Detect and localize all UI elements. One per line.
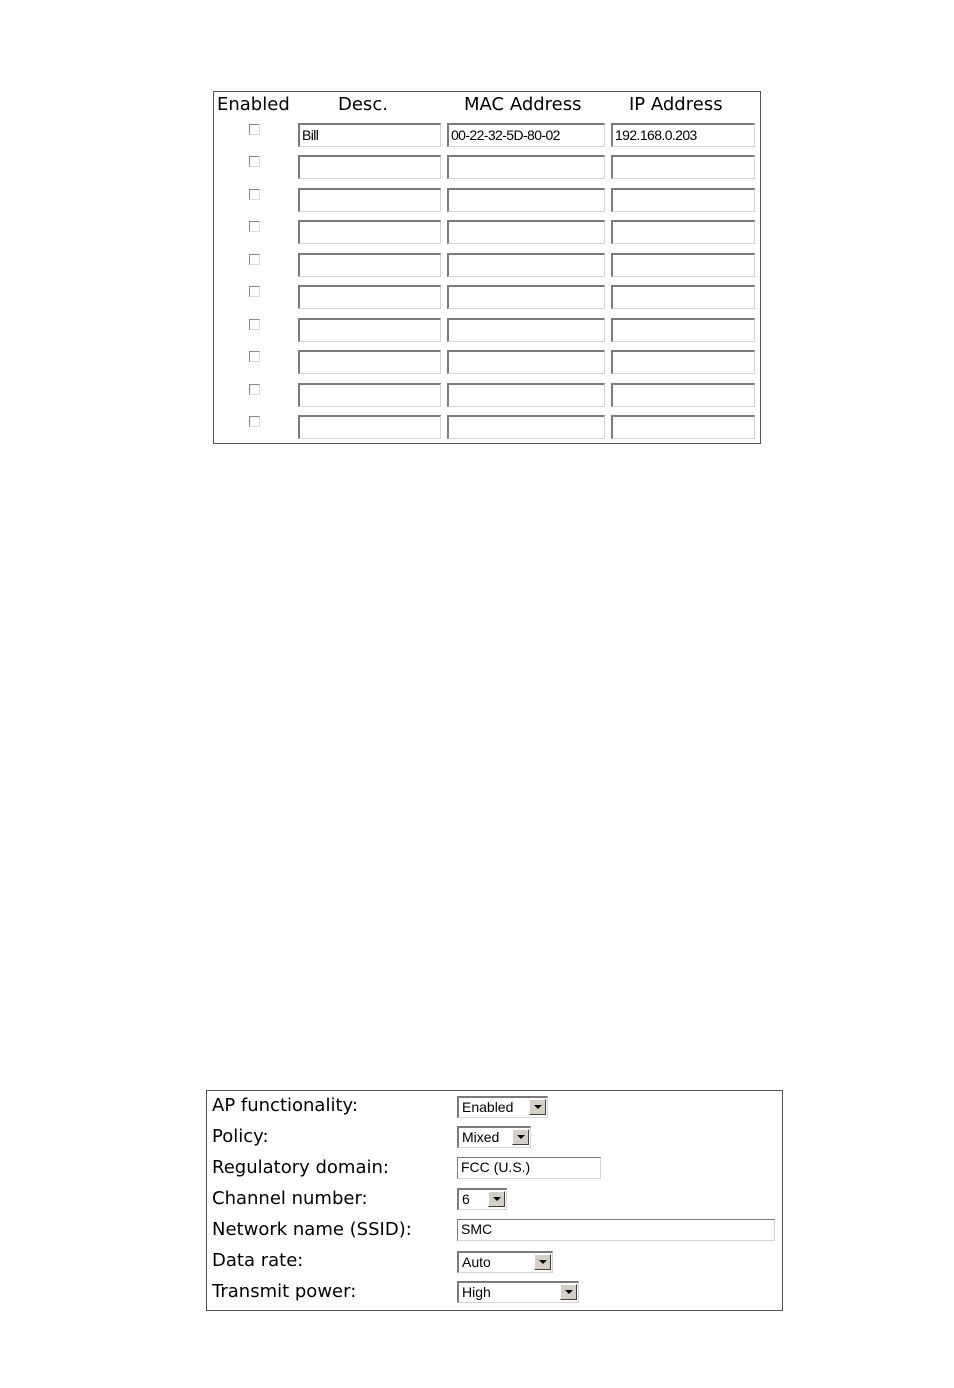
enabled-checkbox[interactable] bbox=[249, 254, 260, 265]
chevron-down-icon[interactable] bbox=[534, 1254, 551, 1270]
desc-field[interactable]: Bill bbox=[298, 123, 441, 147]
policy-label: Policy: bbox=[212, 1126, 269, 1147]
table-row bbox=[214, 285, 760, 318]
mac-address-field[interactable] bbox=[447, 285, 605, 309]
table-row bbox=[214, 220, 760, 253]
ip-column-header: IP Address bbox=[629, 94, 723, 115]
mac-address-field[interactable] bbox=[447, 220, 605, 244]
ip-address-field[interactable] bbox=[611, 155, 755, 179]
table-row bbox=[214, 415, 760, 448]
data-rate-value: Auto bbox=[462, 1254, 491, 1270]
channel-number-select[interactable] bbox=[457, 1188, 507, 1210]
desc-column-header: Desc. bbox=[338, 94, 388, 115]
ip-address-field[interactable] bbox=[611, 188, 755, 212]
enabled-checkbox[interactable] bbox=[249, 286, 260, 297]
enabled-column-header: Enabled bbox=[217, 94, 290, 115]
mac-address-field[interactable] bbox=[447, 383, 605, 407]
ip-address-field[interactable] bbox=[611, 285, 755, 309]
desc-field[interactable] bbox=[298, 253, 441, 277]
ip-address-field[interactable]: 192.168.0.203 bbox=[611, 123, 755, 147]
table-row bbox=[214, 383, 760, 416]
channel-number-value: 6 bbox=[462, 1191, 470, 1207]
table-row bbox=[214, 253, 760, 286]
transmit-power-select[interactable] bbox=[457, 1281, 579, 1303]
policy-select[interactable] bbox=[457, 1126, 531, 1148]
chevron-down-icon[interactable] bbox=[529, 1099, 546, 1115]
mac-address-field[interactable] bbox=[447, 155, 605, 179]
chevron-down-icon[interactable] bbox=[560, 1284, 577, 1300]
enabled-checkbox[interactable] bbox=[249, 384, 260, 395]
enabled-checkbox[interactable] bbox=[249, 156, 260, 167]
ip-address-field[interactable] bbox=[611, 350, 755, 374]
desc-field[interactable] bbox=[298, 220, 441, 244]
desc-field[interactable] bbox=[298, 318, 441, 342]
ap-functionality-label: AP functionality: bbox=[212, 1095, 358, 1116]
mac-address-field[interactable] bbox=[447, 188, 605, 212]
ap-functionality-select[interactable] bbox=[457, 1096, 548, 1118]
regulatory-domain-label: Regulatory domain: bbox=[212, 1157, 389, 1178]
table-row bbox=[214, 318, 760, 351]
desc-field[interactable] bbox=[298, 285, 441, 309]
regulatory-domain-field: FCC (U.S.) bbox=[457, 1157, 601, 1179]
mac-address-table bbox=[213, 91, 761, 444]
desc-field[interactable] bbox=[298, 188, 441, 212]
mac-address-field[interactable] bbox=[447, 415, 605, 439]
mac-column-header: MAC Address bbox=[464, 94, 582, 115]
enabled-checkbox[interactable] bbox=[249, 189, 260, 200]
data-rate-label: Data rate: bbox=[212, 1250, 304, 1271]
policy-value: Mixed bbox=[462, 1129, 500, 1145]
desc-field[interactable] bbox=[298, 415, 441, 439]
enabled-checkbox[interactable] bbox=[249, 416, 260, 427]
ip-address-field[interactable] bbox=[611, 220, 755, 244]
table-row bbox=[214, 155, 760, 188]
network-name-label: Network name (SSID): bbox=[212, 1219, 412, 1240]
ip-address-field[interactable] bbox=[611, 318, 755, 342]
mac-address-field[interactable] bbox=[447, 318, 605, 342]
mac-address-field[interactable]: 00-22-32-5D-80-02 bbox=[447, 123, 605, 147]
ip-address-field[interactable] bbox=[611, 415, 755, 439]
table-row bbox=[214, 188, 760, 221]
table-row bbox=[214, 350, 760, 383]
desc-field[interactable] bbox=[298, 383, 441, 407]
desc-field[interactable] bbox=[298, 350, 441, 374]
table-row bbox=[214, 123, 760, 156]
chevron-down-icon[interactable] bbox=[512, 1129, 529, 1145]
ap-settings-panel bbox=[206, 1090, 783, 1311]
enabled-checkbox[interactable] bbox=[249, 319, 260, 330]
mac-address-field[interactable] bbox=[447, 350, 605, 374]
enabled-checkbox[interactable] bbox=[249, 221, 260, 232]
channel-number-label: Channel number: bbox=[212, 1188, 368, 1209]
ip-address-field[interactable] bbox=[611, 383, 755, 407]
data-rate-select[interactable] bbox=[457, 1251, 553, 1273]
ap-functionality-value: Enabled bbox=[462, 1099, 514, 1115]
transmit-power-value: High bbox=[462, 1284, 491, 1300]
chevron-down-icon[interactable] bbox=[488, 1191, 505, 1207]
mac-address-field[interactable] bbox=[447, 253, 605, 277]
desc-field[interactable] bbox=[298, 155, 441, 179]
transmit-power-label: Transmit power: bbox=[212, 1281, 357, 1302]
enabled-checkbox[interactable] bbox=[249, 124, 260, 135]
network-name-ssid-field[interactable]: SMC bbox=[457, 1219, 775, 1241]
ip-address-field[interactable] bbox=[611, 253, 755, 277]
enabled-checkbox[interactable] bbox=[249, 351, 260, 362]
